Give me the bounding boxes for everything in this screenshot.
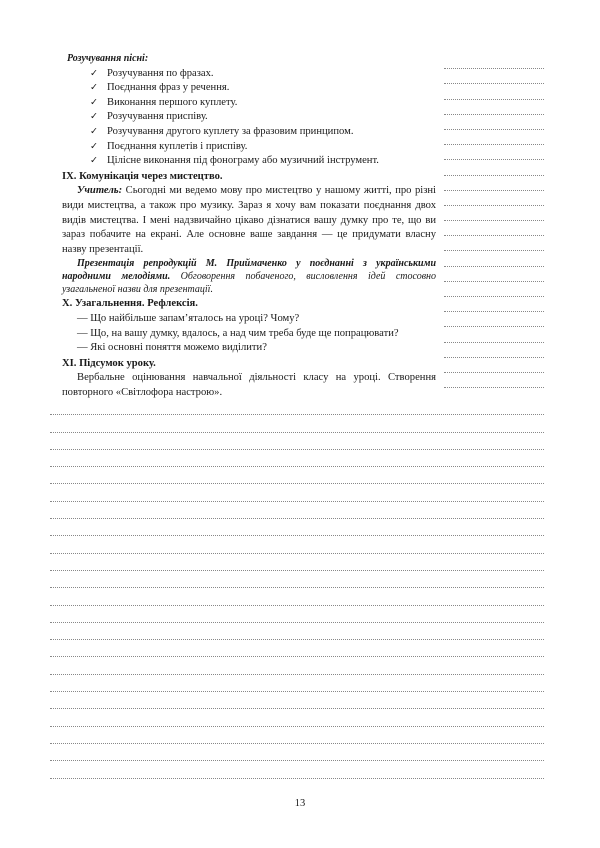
note-line [50,467,544,484]
check-icon: ✓ [90,125,98,137]
reflection-question: — Які основні поняття можемо виділити? [77,342,267,354]
note-line [444,221,544,236]
note-line [50,744,544,761]
teacher-text: Сьогодні ми ведемо мову про мистецтво у нашому житті, про різні види мистецтва, а також про музику. Зараз я хочу вам показати поєднання двох видів мистецтва. І мені надзвичайно цікаво дізнатися вашу думку про те, що ви зараз побачите на екрані. Але основне ваше завдання — це придумати власну назву презентації. [62,185,436,255]
check-icon: ✓ [90,111,98,123]
check-icon: ✓ [90,155,98,167]
note-line [444,176,544,191]
song-learning-steps [62,67,436,169]
lesson-summary: Вербальне оцінювання навчальної діяльності класу на уроці. Створення повторного «Світлофора настрою». [62,372,436,398]
lesson-content [62,52,436,400]
song-learning-step [90,96,436,111]
note-line [50,484,544,501]
note-line [50,692,544,709]
note-line [50,709,544,726]
note-line [444,358,544,373]
note-line [444,327,544,342]
note-line [444,130,544,145]
note-line [444,236,544,251]
check-icon: ✓ [90,67,98,79]
note-lines [50,398,544,779]
section-11-title: XI. Підсумок уроку. [62,357,156,369]
margin-note-lines [444,54,544,388]
note-line [50,433,544,450]
note-line [444,251,544,266]
teacher-speech [62,184,436,257]
song-learning-step [90,140,436,155]
note-line [50,640,544,657]
note-line [444,160,544,175]
note-line [444,191,544,206]
song-learning-step [90,81,436,96]
step-text: Цілісне виконання під фонограму або музичний інструмент. [107,155,379,167]
note-line [50,398,544,415]
step-text: Поєднання куплетів і приспіву. [107,140,248,152]
check-icon: ✓ [90,96,98,108]
check-icon: ✓ [90,140,98,152]
song-learning-heading: Розучування пісні: [67,53,149,64]
note-line [50,519,544,536]
note-line [444,297,544,312]
teacher-label: Учитель: [77,185,123,197]
reflection-questions [62,312,436,356]
note-line [50,571,544,588]
note-line [50,657,544,674]
note-line [444,115,544,130]
section-10-title: X. Узагальнення. Рефлексія. [62,298,198,310]
reflection-question: — Що найбільше запам’яталось на уроці? Чому? [77,312,300,324]
note-line [50,675,544,692]
note-line [444,206,544,221]
note-line [444,267,544,282]
song-learning-step [90,125,436,140]
note-line [444,69,544,84]
note-line [50,554,544,571]
note-line [50,727,544,744]
presentation-title: Презентація репродукцій М. Приймаченко у поєднанні з українськими народними мелодіями. [62,258,436,283]
song-learning-step [90,67,436,82]
check-icon: ✓ [90,82,98,94]
note-line [50,623,544,640]
section-9-title: IX. Комунікація через мистецтво. [62,170,223,182]
note-line [444,84,544,99]
note-line [444,343,544,358]
note-line [50,588,544,605]
step-text: Розучування приспіву. [107,111,208,123]
note-line [444,312,544,327]
note-line [50,536,544,553]
step-text: Розучування по фразах. [107,67,214,79]
note-line [444,54,544,69]
step-text: Поєднання фраз у речення. [107,82,230,94]
reflection-question: — Що, на вашу думку, вдалось, а над чим треба буде ще попрацювати? [77,327,399,339]
note-line [50,761,544,778]
page-number: 13 [294,798,306,809]
note-line [444,282,544,297]
note-line [50,502,544,519]
step-text: Розучування другого куплету за фразовим принципом. [107,125,354,137]
note-line [444,373,544,388]
note-line [444,100,544,115]
song-learning-step [90,110,436,125]
note-line [444,145,544,160]
note-line [50,606,544,623]
song-learning-step [90,154,436,169]
note-line [50,415,544,432]
step-text: Виконання першого куплету. [107,96,238,108]
presentation-details: Обговорення побаченого, висловлення ідей стосовно узагальненої назви для презентації. [62,271,436,296]
presentation-note [62,257,436,296]
note-line [50,450,544,467]
